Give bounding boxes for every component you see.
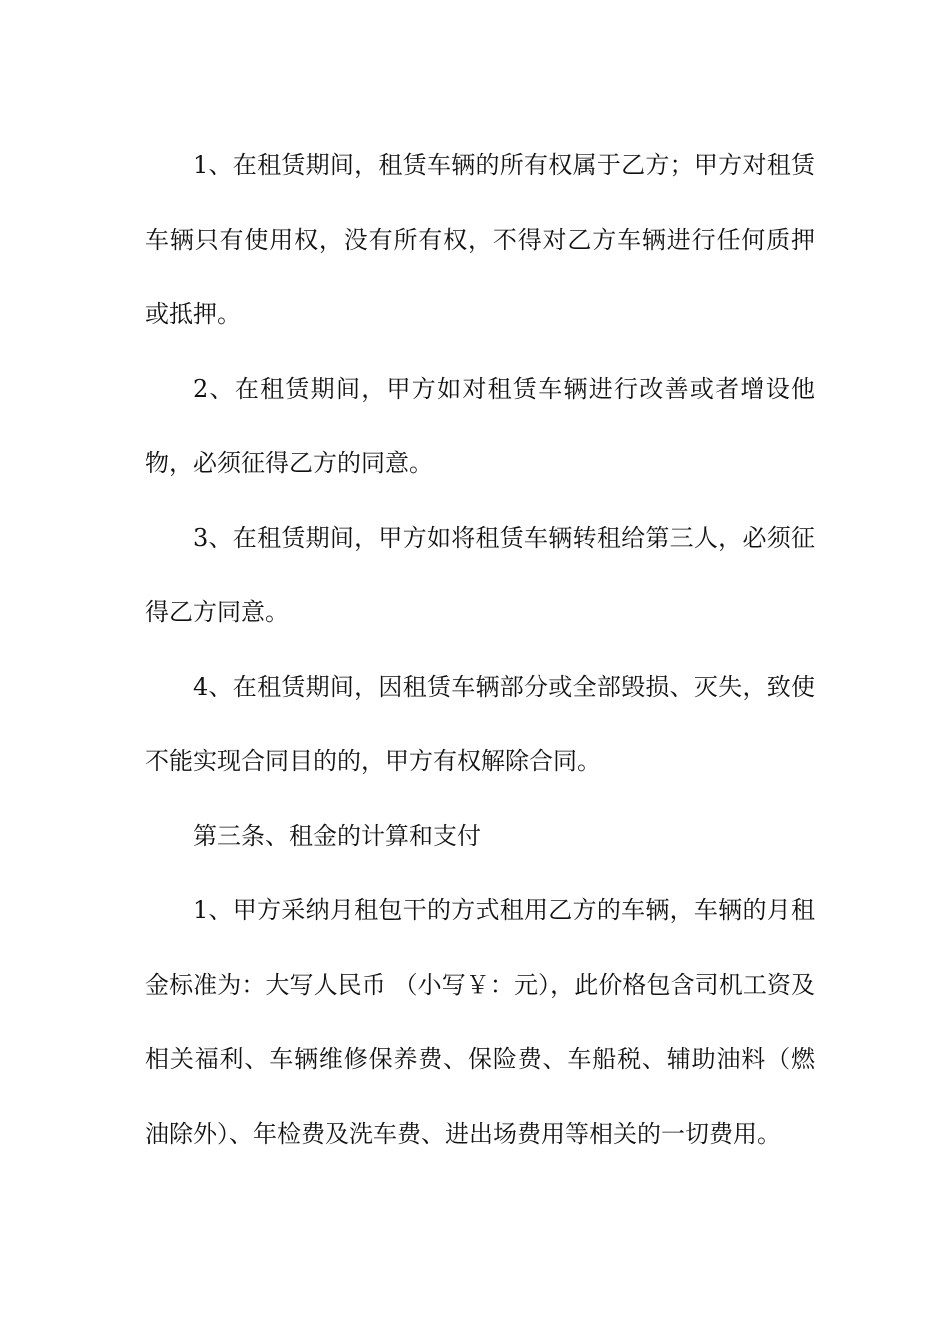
clause-modification: 2、在租赁期间，甲方如对租赁车辆进行改善或者增设他物，必须征得乙方的同意。: [145, 374, 815, 477]
clause-termination: 4、在租赁期间，因租赁车辆部分或全部毁损、灭失，致使不能实现合同目的的，甲方有权解除合同。: [145, 672, 815, 775]
clause-rent-calculation: 1、甲方采纳月租包干的方式租用乙方的车辆，车辆的月租金标准为：大写人民币 （小写￥：元），此价格包含司机工资及相关福利、车辆维修保养费、保险费、车船税、辅助油料（燃油除外）、年检费及洗车费、进出场费用等相关的一切费用。: [145, 896, 815, 1148]
clause-sublease: 3、在租赁期间，甲方如将租赁车辆转租给第三人，必须征得乙方同意。: [145, 523, 815, 626]
document-body: [145, 128, 815, 1171]
section-heading-rent: 第三条、租金的计算和支付: [193, 821, 481, 850]
clause-ownership: 1、在租赁期间，租赁车辆的所有权属于乙方；甲方对租赁车辆只有使用权，没有所有权，不得对乙方车辆进行任何质押或抵押。: [145, 151, 815, 328]
